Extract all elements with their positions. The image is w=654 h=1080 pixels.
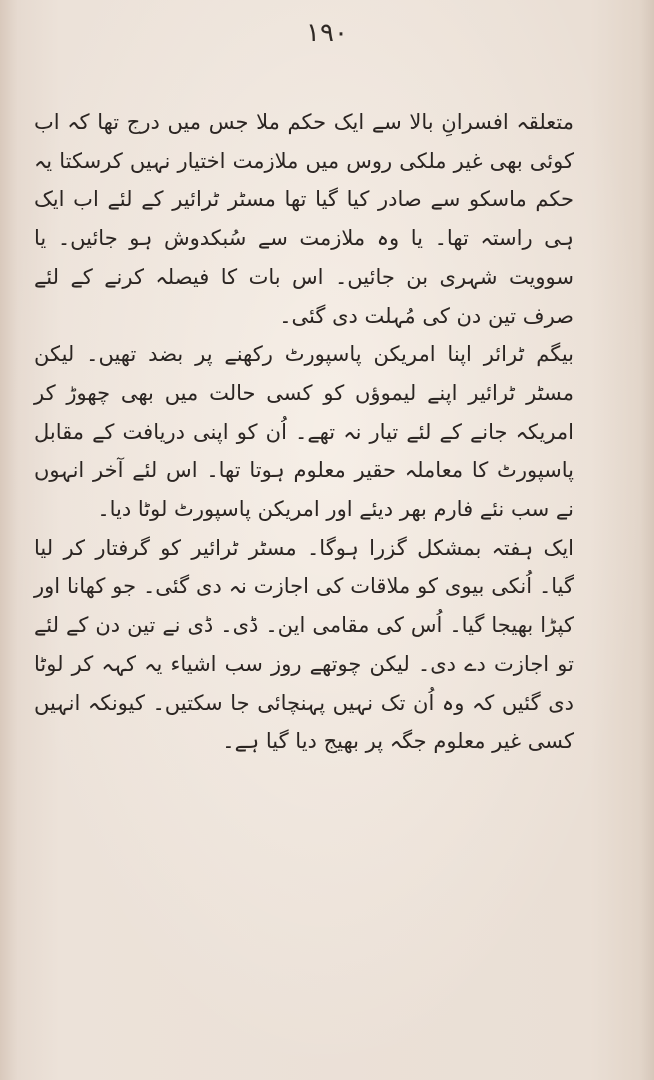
page-number: ١٩٠ [306, 18, 348, 48]
body-text [34, 103, 574, 761]
paragraph-3: ایک ہفتہ بمشکل گزرا ہوگا۔ مسٹر ٹرائیر کو گرفتار کر لیا گیا۔ اُنکی بیوی کو ملاقات کی اجازت نہ دی گئی۔ جو کھانا اور کپڑا بھیجا گیا۔ اُس کی مقامی این۔ ڈی۔ ڈی نے تین دن کے لئے تو اجازت دے دی۔ لیکن چوتھے روز سب اشیاء یہ کہہ کر لوٹا دی گئیں کہ وہ اُن تک نہیں پہنچائی جا سکتیں۔ کیونکہ انہیں کسی غیر معلوم جگہ پر بھیج دیا گیا ہے۔ [34, 535, 574, 754]
paragraph-1: متعلقہ افسرانِ بالا سے ایک حکم ملا جس میں درج تھا کہ اب کوئی بھی غیر ملکی روس میں ملازمت اختیار نہیں کرسکتا یہ حکم ماسکو سے صادر کیا گیا تھا مسٹر ٹرائیر کے لئے اب ایک ہی راستہ تھا۔ یا وہ ملازمت سے سُبکدوش ہو جائیں۔ یا سوویت شہری بن جائیں۔ اس بات کا فیصلہ کرنے کے لئے صرف تین دن کی مُہلت دی گئی۔ [34, 110, 574, 328]
paragraph-2: بیگم ٹرائر اپنا امریکن پاسپورٹ رکھنے پر بضد تھیں۔ لیکن مسٹر ٹرائیر اپنے لیموؤں کو کسی حالت میں بھی چھوڑ کر امریکہ جانے کے لئے تیار نہ تھے۔ اُن کو اپنی دریافت کے مقابل پاسپورٹ کا معاملہ حقیر معلوم ہوتا تھا۔ اس لئے آخر انہوں نے سب نئے فارم بھر دیئے اور امریکن پاسپورٹ لوٹا دیا۔ [34, 342, 574, 522]
